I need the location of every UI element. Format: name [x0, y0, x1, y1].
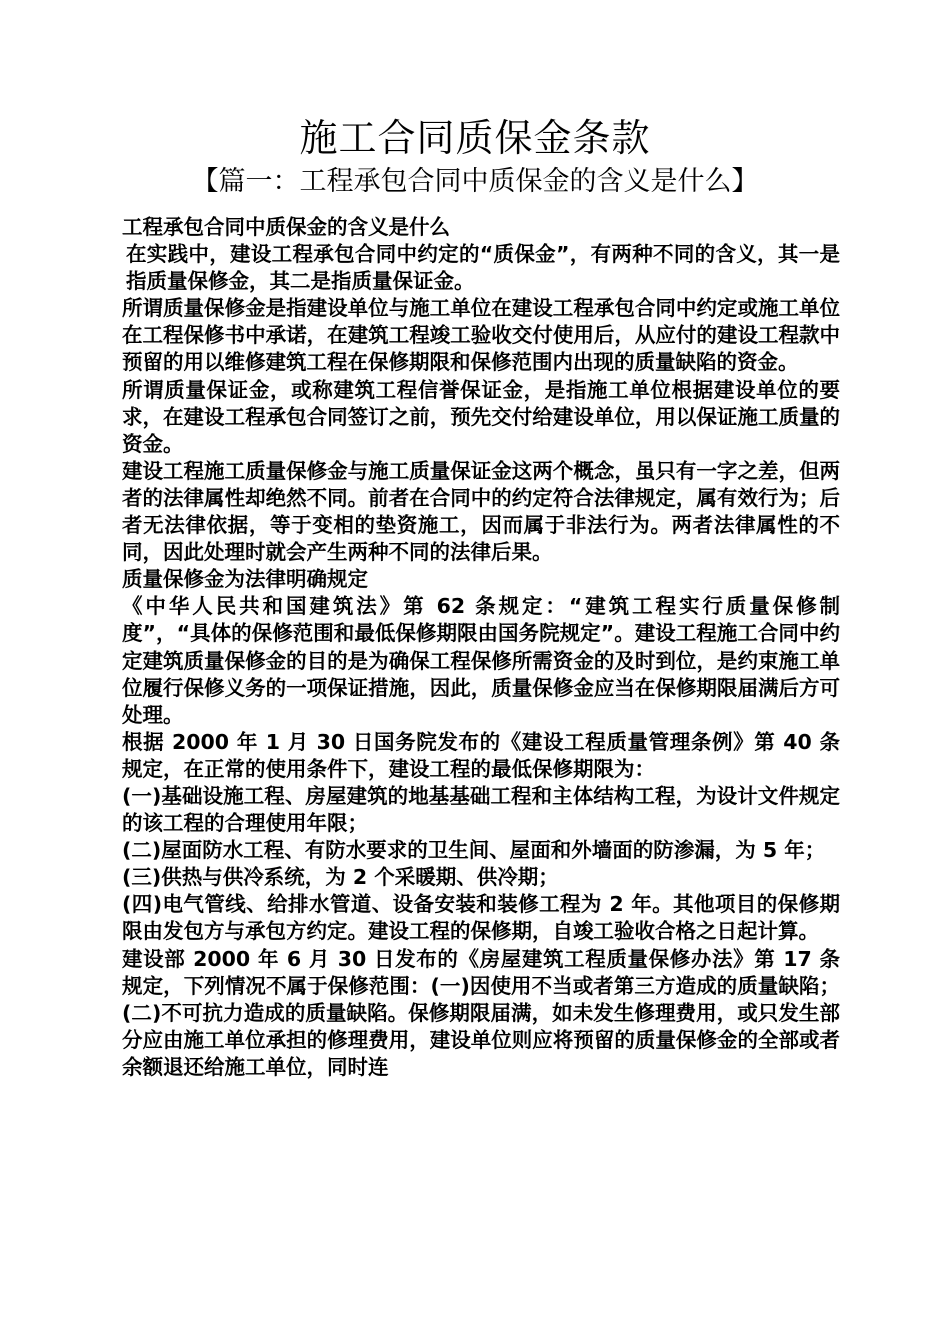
list-item: (三)供热与供冷系统，为 2 个采暖期、供冷期； [122, 865, 559, 890]
paragraph: 在实践中，建设工程承包合同中约定的“质保金”，有两种不同的含义，其一是指质量保修金，其二是指质量保证金。 [126, 242, 840, 294]
paragraph: 根据 2000 年 1 月 30 日国务院发布的《建设工程质量管理条例》第 40 条规定，在正常的使用条件下，建设工程的最低保修期限为： [122, 729, 840, 781]
list-item: (一)基础设施工程、房屋建筑的地基基础工程和主体结构工程，为设计文件规定的该工程的合理使用年限； [122, 783, 840, 836]
paragraph: 建设工程施工质量保修金与施工质量保证金这两个概念，虽只有一字之差，但两者的法律属性却绝然不同。前者在合同中的约定符合法律规定，属有效行为；后者无法律依据，等于变相的垫资施工，因而属于非法行为。两者法律属性的不同，因此处理时就会产生两种不同的法律后果。 [122, 458, 840, 565]
paragraph: 所谓质量保证金，或称建筑工程信誉保证金，是指施工单位根据建设单位的要求，在建设工程承包合同签订之前，预先交付给建设单位，用以保证施工质量的资金。 [122, 377, 840, 456]
document-subtitle: 【篇一：工程承包合同中质保金的含义是什么】 [191, 166, 759, 197]
paragraph: 所谓质量保修金是指建设单位与施工单位在建设工程承包合同中约定或施工单位在工程保修书中承诺，在建筑工程竣工验收交付使用后，从应付的建设工程款中预留的用以维修建筑工程在保修期限和保修范围内出现的质量缺陷的资金。 [122, 296, 840, 375]
paragraph: 建设部 2000 年 6 月 30 日发布的《房屋建筑工程质量保修办法》第 17 条规定，下列情况不属于保修范围：(一)因使用不当或者第三方造成的质量缺陷；(二)不可抗力造成的质量缺陷。保修期限届满，如未发生修理费用，或只发生部分应由施工单位承担的修理费用，建设单位则应将预留的质量保修金的全部或者余额退还给施工单位，同时连 [122, 946, 840, 1079]
list-item: (二)屋面防水工程、有防水要求的卫生间、屋面和外墙面的防渗漏，为 5 年； [122, 838, 826, 863]
document-title: 施工合同质保金条款 [299, 116, 651, 160]
document-body [116, 214, 840, 1081]
paragraph: 《中华人民共和国建筑法》第 62 条规定：“建筑工程实行质量保修制度”，“具体的保修范围和最低保修期限由国务院规定”。建设工程施工合同中约定建筑质量保修金的目的是为确保工程保修所需资金的及时到位，是约束施工单位履行保修义务的一项保证措施，因此，质量保修金应当在保修期限届满后方可处理。 [122, 594, 840, 727]
section-heading: 工程承包合同中质保金的含义是什么 [122, 215, 450, 239]
list-item: (四)电气管线、给排水管道、设备安装和装修工程为 2 年。其他项目的保修期限由发包方与承包方约定。建设工程的保修期，自竣工验收合格之日起计算。 [122, 892, 840, 944]
section-heading: 质量保修金为法律明确规定 [122, 567, 368, 592]
